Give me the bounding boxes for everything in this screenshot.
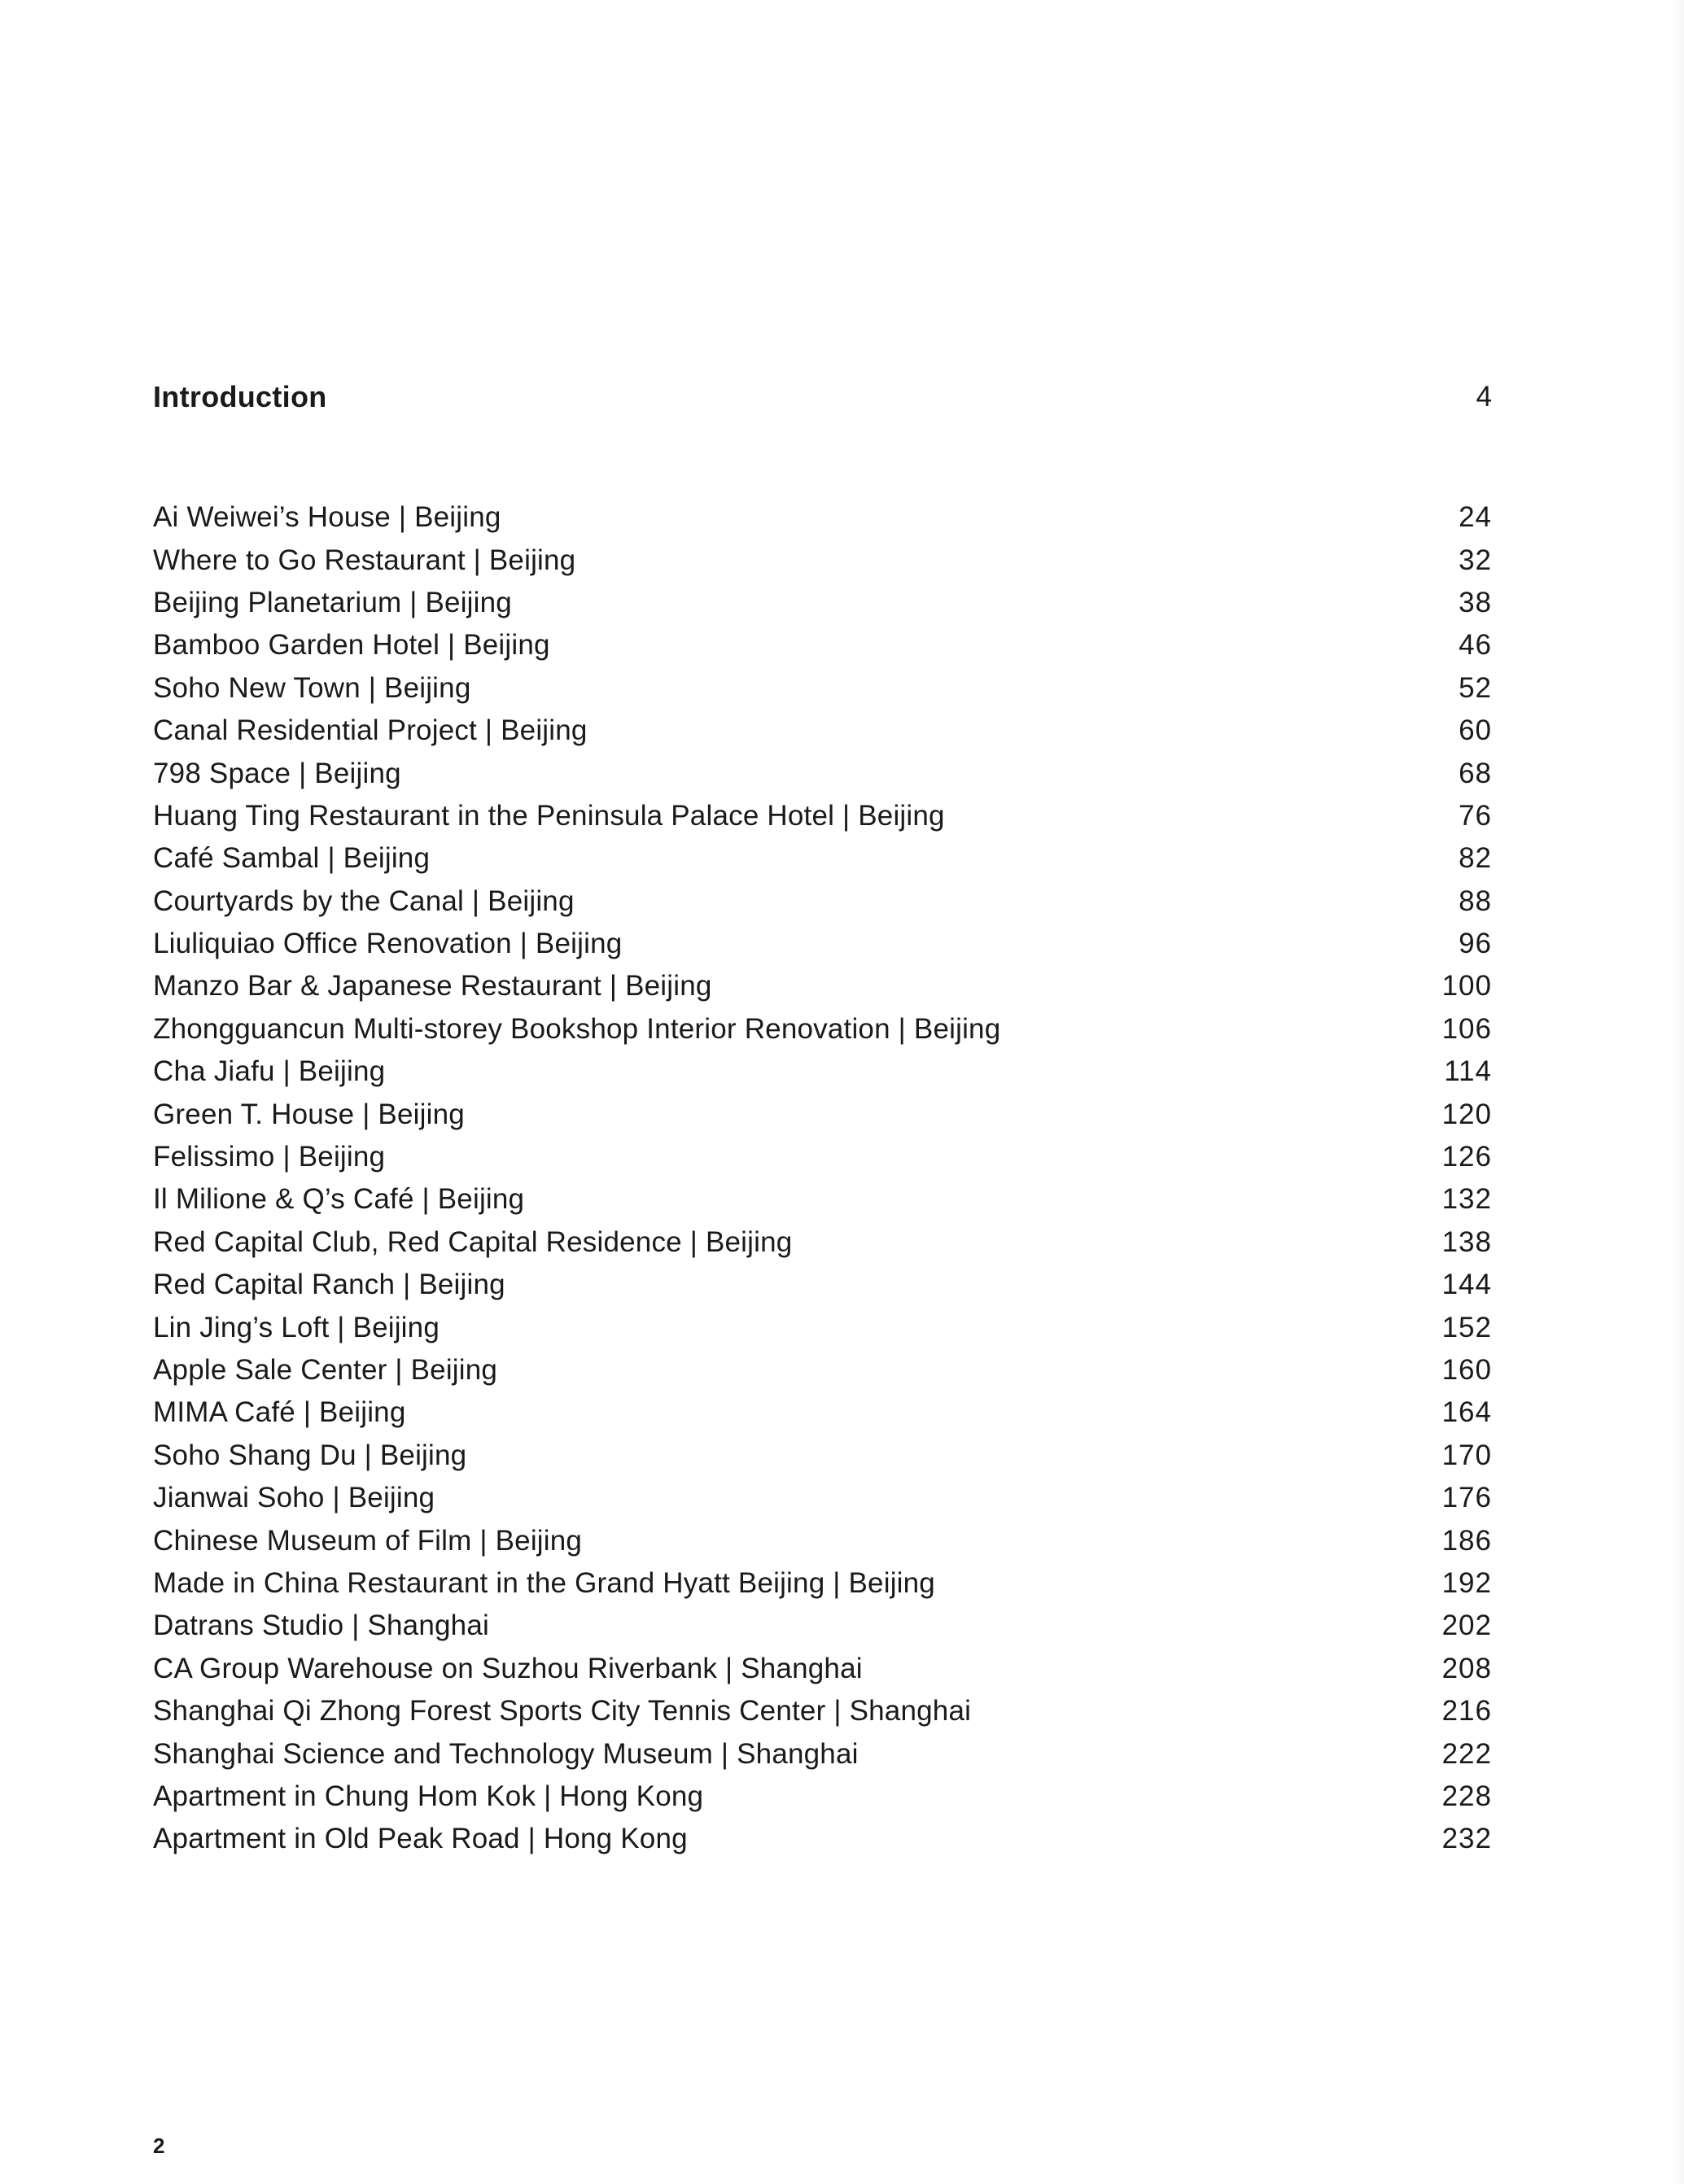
toc-entry <box>153 1648 1492 1690</box>
toc-entry <box>153 1690 1492 1732</box>
toc-entry-page: 68 <box>1459 757 1492 789</box>
toc-entry <box>153 1477 1492 1519</box>
toc-entry-title: Where to Go Restaurant | Beijing <box>153 544 576 576</box>
toc-entry <box>153 1519 1492 1562</box>
toc-entry <box>153 1008 1492 1051</box>
toc-entry-page: 106 <box>1441 1012 1492 1045</box>
toc-entry-title: 798 Space | Beijing <box>153 757 401 789</box>
toc-entry-title: Apartment in Chung Hom Kok | Hong Kong <box>153 1780 704 1812</box>
toc-entry-page: 138 <box>1441 1225 1492 1258</box>
toc-entry-page: 216 <box>1441 1695 1492 1728</box>
toc-entry-page: 232 <box>1441 1823 1492 1855</box>
toc-entry-title: Made in China Restaurant in the Grand Hyatt Beijing | Beijing <box>153 1566 935 1599</box>
introduction-entry <box>153 376 1492 418</box>
toc-entry-title: Liuliquiao Office Renovation | Beijing <box>153 928 623 960</box>
toc-entry <box>153 1776 1492 1818</box>
toc-entry-title: Shanghai Science and Technology Museum | Shanghai <box>153 1737 859 1770</box>
toc-entry-page: 24 <box>1459 501 1492 534</box>
toc-entry <box>153 667 1492 710</box>
toc-entry-title: Datrans Studio | Shanghai <box>153 1610 489 1642</box>
introduction-title: Introduction <box>153 380 327 413</box>
toc-entry-title: Cha Jiafu | Beijing <box>153 1055 386 1088</box>
table-of-contents <box>153 496 1492 1861</box>
toc-entry <box>153 1178 1492 1221</box>
toc-entry-title: Apple Sale Center | Beijing <box>153 1354 498 1386</box>
toc-entry-page: 32 <box>1459 544 1492 576</box>
toc-entry <box>153 582 1492 624</box>
toc-entry-title: Jianwai Soho | Beijing <box>153 1482 435 1514</box>
toc-entry-page: 132 <box>1441 1183 1492 1216</box>
toc-entry-title: Zhongguancun Multi-storey Bookshop Interior Renovation | Beijing <box>153 1012 1001 1045</box>
toc-entry <box>153 1264 1492 1306</box>
toc-entry-page: 114 <box>1444 1055 1492 1088</box>
toc-entry <box>153 1435 1492 1477</box>
toc-entry <box>153 1818 1492 1860</box>
toc-entry <box>153 965 1492 1007</box>
toc-entry <box>153 539 1492 581</box>
toc-entry-page: 160 <box>1441 1354 1492 1386</box>
toc-entry-title: Soho New Town | Beijing <box>153 671 471 704</box>
toc-entry-page: 52 <box>1459 671 1492 704</box>
toc-entry-title: Huang Ting Restaurant in the Peninsula Palace Hotel | Beijing <box>153 799 945 832</box>
toc-entry-title: CA Group Warehouse on Suzhou Riverbank | Shanghai <box>153 1652 863 1684</box>
toc-entry <box>153 1051 1492 1093</box>
toc-entry <box>153 1391 1492 1434</box>
toc-entry <box>153 1306 1492 1348</box>
toc-entry-page: 120 <box>1441 1098 1492 1130</box>
toc-entry-title: Apartment in Old Peak Road | Hong Kong <box>153 1823 688 1855</box>
toc-entry-title: Ai Weiwei’s House | Beijing <box>153 501 501 534</box>
toc-entry-title: Manzo Bar & Japanese Restaurant | Beijing <box>153 970 712 1002</box>
toc-entry-page: 186 <box>1441 1524 1492 1557</box>
toc-entry <box>153 837 1492 880</box>
toc-entry-title: Beijing Planetarium | Beijing <box>153 586 512 618</box>
toc-entry-title: Red Capital Club, Red Capital Residence | Beijing <box>153 1225 793 1258</box>
toc-entry <box>153 795 1492 837</box>
toc-entry <box>153 710 1492 752</box>
toc-entry-page: 88 <box>1459 885 1492 917</box>
toc-entry <box>153 923 1492 965</box>
toc-entry <box>153 1605 1492 1647</box>
toc-entry-title: Courtyards by the Canal | Beijing <box>153 885 575 917</box>
toc-entry <box>153 1349 1492 1391</box>
toc-entry-page: 228 <box>1441 1780 1492 1812</box>
toc-entry-title: Il Milione & Q’s Café | Beijing <box>153 1183 525 1216</box>
toc-entry-page: 82 <box>1459 842 1492 875</box>
page-number: 2 <box>153 2134 165 2158</box>
toc-entry <box>153 1221 1492 1264</box>
toc-entry <box>153 1732 1492 1775</box>
toc-entry-title: Canal Residential Project | Beijing <box>153 714 588 747</box>
toc-entry-page: 96 <box>1459 928 1492 960</box>
toc-entry-page: 202 <box>1441 1610 1492 1642</box>
toc-entry-page: 100 <box>1441 970 1492 1002</box>
toc-entry-title: Chinese Museum of Film | Beijing <box>153 1524 583 1557</box>
toc-entry-title: Felissimo | Beijing <box>153 1141 386 1173</box>
toc-entry-page: 76 <box>1459 799 1492 832</box>
toc-entry-page: 126 <box>1441 1141 1492 1173</box>
toc-entry-page: 170 <box>1441 1439 1492 1471</box>
toc-entry-title: Shanghai Qi Zhong Forest Sports City Tennis Center | Shanghai <box>153 1695 972 1728</box>
toc-entry-title: Green T. House | Beijing <box>153 1098 465 1130</box>
toc-entry-page: 38 <box>1459 586 1492 618</box>
toc-entry <box>153 496 1492 539</box>
toc-entry <box>153 880 1492 923</box>
toc-entry-page: 222 <box>1441 1737 1492 1770</box>
toc-entry-title: Soho Shang Du | Beijing <box>153 1439 467 1471</box>
toc-entry-page: 176 <box>1441 1482 1492 1514</box>
toc-entry-title: Bamboo Garden Hotel | Beijing <box>153 629 550 662</box>
toc-entry <box>153 1093 1492 1135</box>
toc-entry <box>153 1562 1492 1605</box>
toc-entry-page: 192 <box>1441 1566 1492 1599</box>
toc-entry <box>153 752 1492 794</box>
toc-entry <box>153 624 1492 666</box>
toc-entry-title: Café Sambal | Beijing <box>153 842 431 875</box>
toc-entry-page: 46 <box>1459 629 1492 662</box>
toc-entry <box>153 1136 1492 1178</box>
toc-entry-page: 152 <box>1441 1311 1492 1343</box>
introduction-page-number: 4 <box>1476 381 1492 413</box>
toc-entry-title: MIMA Café | Beijing <box>153 1396 406 1429</box>
page-edge-shadow <box>1671 0 1684 2184</box>
toc-entry-page: 208 <box>1441 1652 1492 1684</box>
toc-entry-page: 164 <box>1441 1396 1492 1429</box>
toc-entry-page: 60 <box>1459 714 1492 747</box>
toc-entry-title: Red Capital Ranch | Beijing <box>153 1269 505 1301</box>
toc-entry-page: 144 <box>1441 1269 1492 1301</box>
toc-entry-title: Lin Jing’s Loft | Beijing <box>153 1311 440 1343</box>
